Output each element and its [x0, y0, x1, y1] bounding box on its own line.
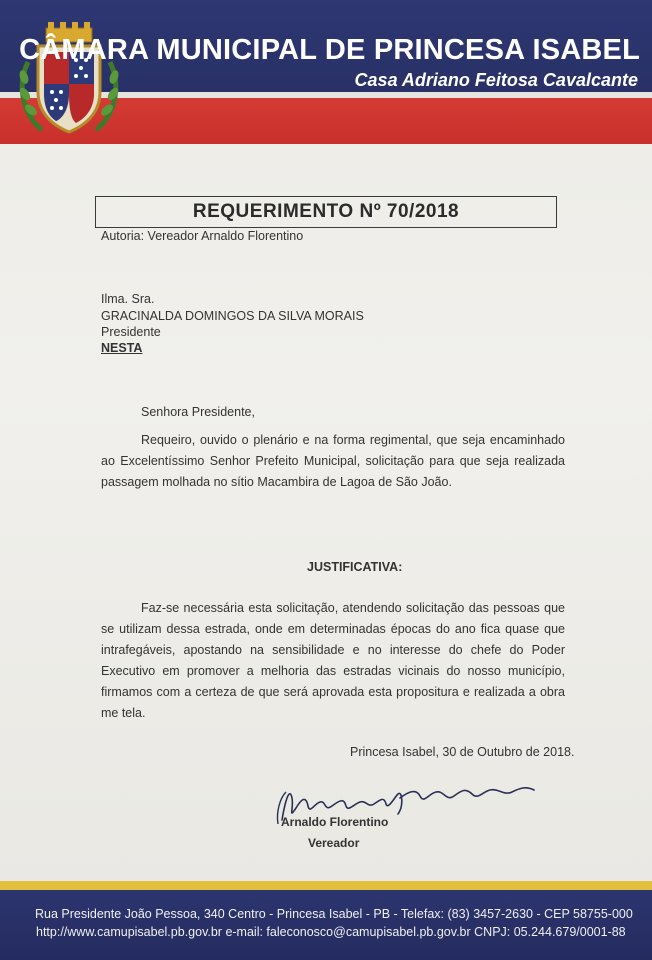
justification-paragraph: Faz-se necessária esta solicitação, atendendo solicitação das pessoas que se utilizam dessa estrada, onde em determinadas épocas do ano fica quase que intrafegáveis, apostando na sensibilidade e no interesse do chefe do Poder Executivo em promover a melhoria das estradas vicinais do nosso município, firmamos com a certeza de que será aprovada esta propositura e realizada a obra me tela. [101, 601, 565, 720]
date-line: Princesa Isabel, 30 de Outubro de 2018. [350, 745, 575, 759]
institution-title: CÂMARA MUNICIPAL DE PRINCESA ISABEL [19, 34, 640, 66]
footer-contact: http://www.camupisabel.pb.gov.br e-mail: faleconosco@camupisabel.pb.gov.br CNPJ: 05.244.679/0001-88 [36, 925, 626, 939]
signer-name: Arnaldo Florentino [281, 815, 389, 829]
request-paragraph: Requeiro, ouvido o plenário e na forma regimental, que seja encaminhado ao Excelentíssimo Senhor Prefeito Municipal, solicitação para que seja realizada passagem molhada no sítio Macambira de Lagoa de São João. [101, 433, 565, 489]
footer-band-yellow [0, 881, 652, 890]
document-title-box [95, 196, 557, 228]
author-line: Autoria: Vereador Arnaldo Florentino [101, 229, 304, 243]
recipient-name: GRACINALDA DOMINGOS DA SILVA MORAIS [101, 309, 364, 323]
recipient-location: NESTA [101, 341, 143, 355]
recipient-role: Presidente [101, 325, 161, 339]
greeting: Senhora Presidente, [141, 405, 255, 419]
signer-role: Vereador [308, 836, 360, 850]
document-title: REQUERIMENTO Nº 70/2018 [192, 201, 460, 222]
justification-heading: JUSTIFICATIVA: [307, 560, 403, 574]
footer-address: Rua Presidente João Pessoa, 340 Centro - Princesa Isabel - PB - Telefax: (83) 3457-2630 - CEP 58755-000 [35, 907, 633, 921]
recipient-salutation: Ilma. Sra. [101, 292, 155, 306]
institution-subtitle: Casa Adriano Feitosa Cavalcante [354, 70, 638, 90]
